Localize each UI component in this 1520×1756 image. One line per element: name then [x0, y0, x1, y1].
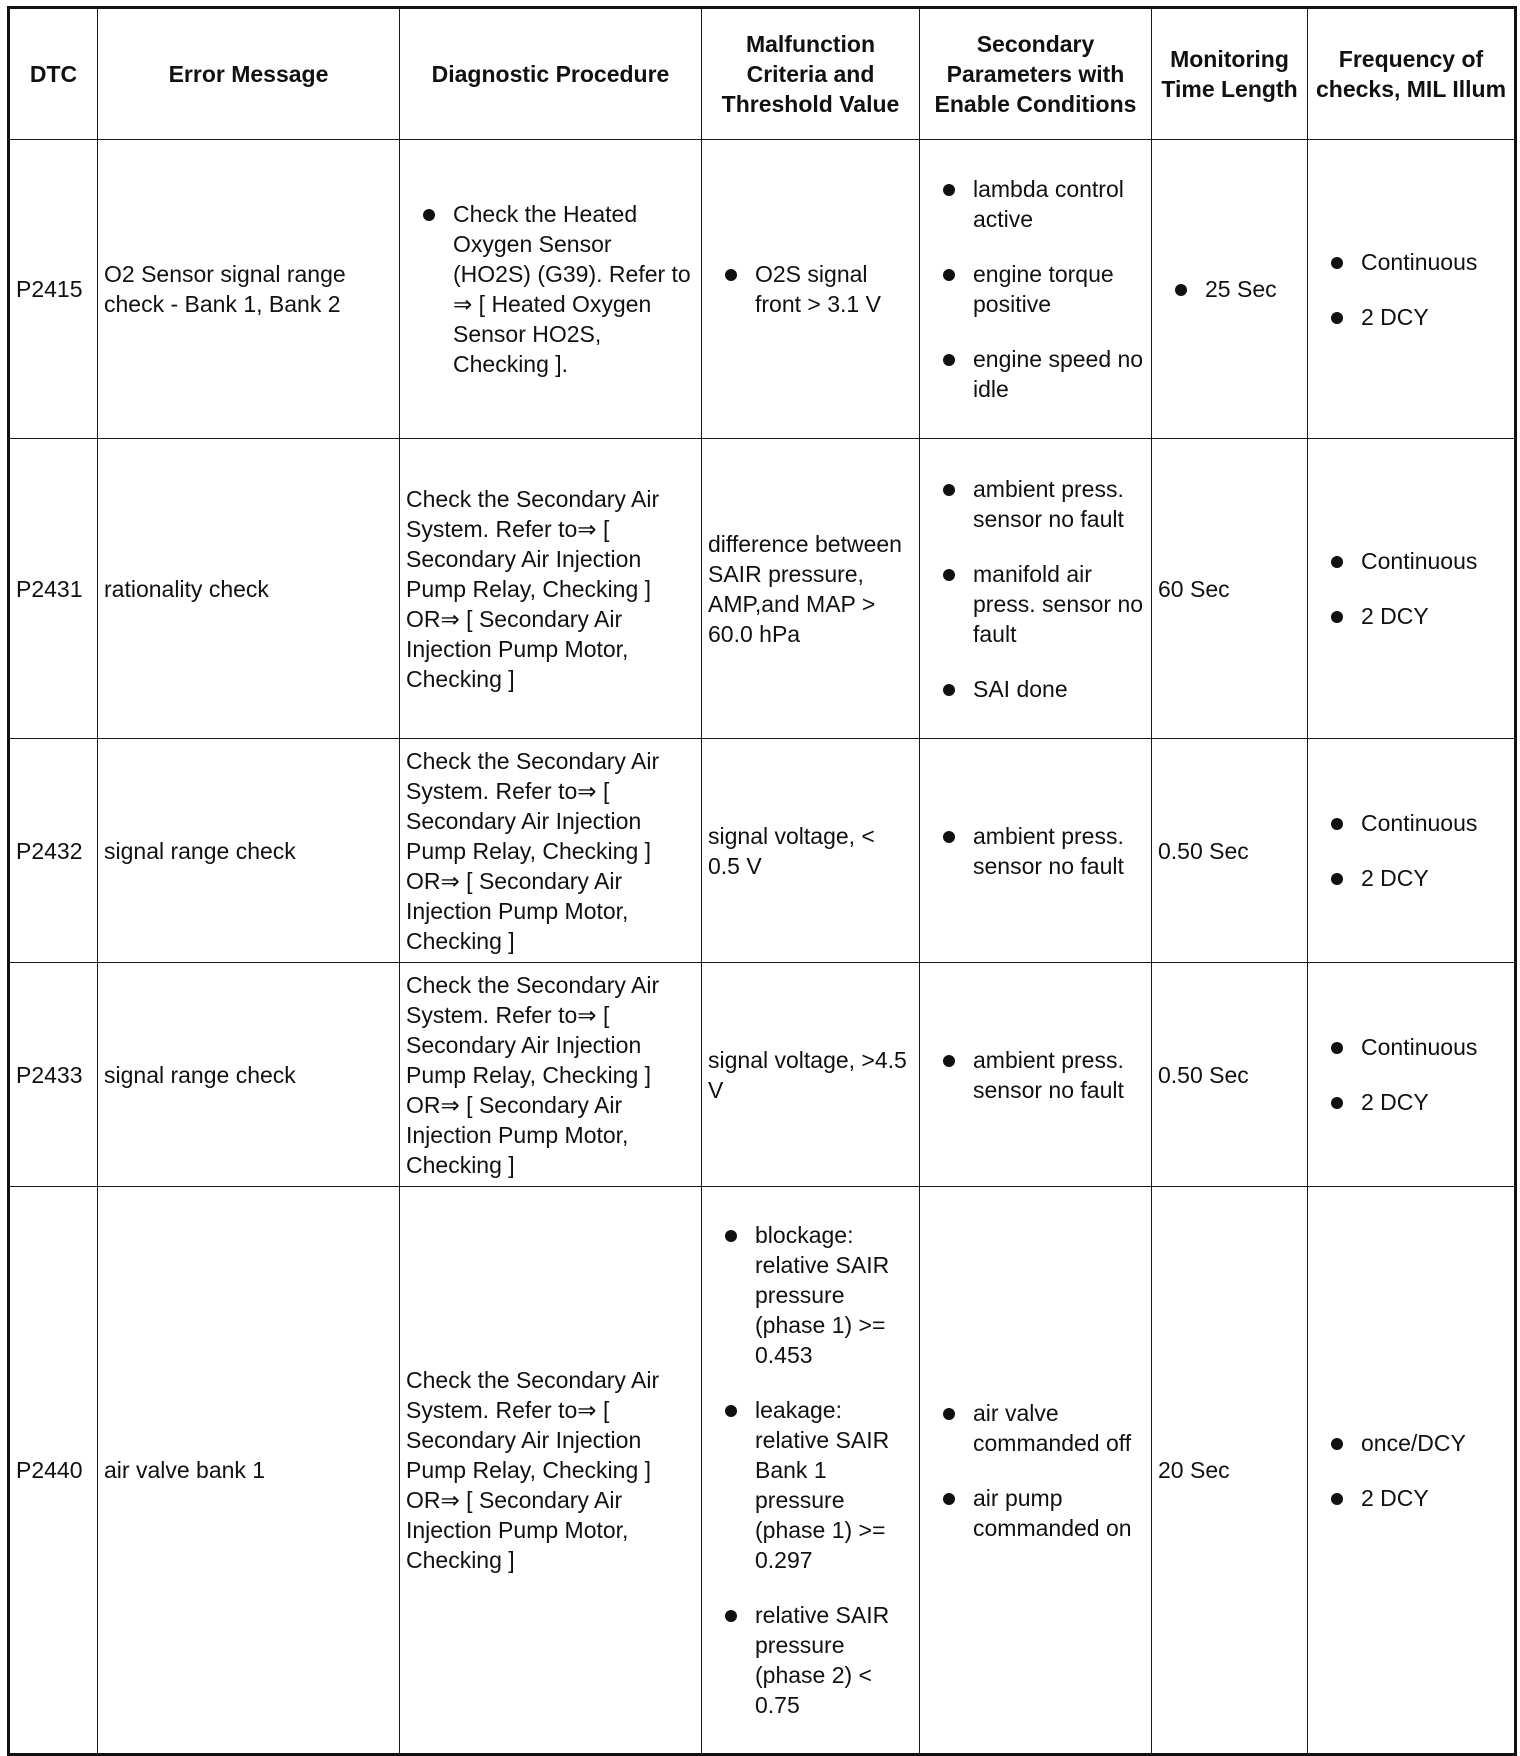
frequency-list — [1314, 1428, 1508, 1513]
header-error-message: Error Message — [98, 8, 400, 140]
error-message: air valve bank 1 — [98, 1187, 400, 1755]
secondary-item: manifold air press. sensor no fault — [926, 559, 1145, 649]
secondary-list — [926, 821, 1145, 881]
frequency — [1308, 439, 1516, 739]
criteria-item: blockage: relative SAIR pressure (phase 1) >= 0.453 — [708, 1220, 913, 1370]
diagnostic-procedure — [400, 140, 702, 439]
secondary-parameters — [920, 439, 1152, 739]
procedure-list — [406, 199, 695, 379]
diagnostic-procedure: Check the Secondary Air System. Refer to⇒ [ Secondary Air Injection Pump Relay, Checking ] OR⇒ [ Secondary Air Injection Pump Motor, Checking ] — [400, 1187, 702, 1755]
frequency-item: 2 DCY — [1314, 863, 1508, 893]
malfunction-criteria: difference between SAIR pressure, AMP,and MAP > 60.0 hPa — [702, 439, 920, 739]
monitoring-time — [1152, 140, 1308, 439]
frequency — [1308, 1187, 1516, 1755]
secondary-list — [926, 1045, 1145, 1105]
criteria-item: relative SAIR pressure (phase 2) < 0.75 — [708, 1600, 913, 1720]
monitoring-time: 0.50 Sec — [1152, 963, 1308, 1187]
table-row — [9, 439, 1516, 739]
secondary-item: SAI done — [926, 674, 1145, 704]
secondary-item: lambda control active — [926, 174, 1145, 234]
secondary-item: ambient press. sensor no fault — [926, 1045, 1145, 1105]
secondary-parameters — [920, 140, 1152, 439]
error-message: rationality check — [98, 439, 400, 739]
secondary-item: ambient press. sensor no fault — [926, 821, 1145, 881]
error-message: signal range check — [98, 963, 400, 1187]
procedure-item: Check the Heated Oxygen Sensor (HO2S) (G39). Refer to ⇒ [ Heated Oxygen Sensor HO2S, Checking ]. — [406, 199, 695, 379]
frequency-item: Continuous — [1314, 247, 1508, 277]
secondary-item: ambient press. sensor no fault — [926, 474, 1145, 534]
malfunction-criteria — [702, 1187, 920, 1755]
frequency-list — [1314, 808, 1508, 893]
dtc-table-wrapper — [7, 6, 1517, 1756]
malfunction-criteria — [702, 140, 920, 439]
header-dtc: DTC — [9, 8, 98, 140]
dtc-table — [7, 6, 1517, 1756]
criteria-list — [708, 1220, 913, 1720]
frequency — [1308, 739, 1516, 963]
monitoring-item: 25 Sec — [1158, 274, 1301, 304]
secondary-list — [926, 1398, 1145, 1543]
malfunction-criteria: signal voltage, < 0.5 V — [702, 739, 920, 963]
frequency-list — [1314, 247, 1508, 332]
table-row — [9, 1187, 1516, 1755]
frequency-item: once/DCY — [1314, 1428, 1508, 1458]
frequency-item: 2 DCY — [1314, 1483, 1508, 1513]
secondary-parameters — [920, 1187, 1152, 1755]
frequency-item: Continuous — [1314, 1032, 1508, 1062]
secondary-parameters — [920, 963, 1152, 1187]
error-message: signal range check — [98, 739, 400, 963]
secondary-item: engine torque positive — [926, 259, 1145, 319]
frequency-item: Continuous — [1314, 808, 1508, 838]
secondary-item: air valve commanded off — [926, 1398, 1145, 1458]
diagnostic-procedure: Check the Secondary Air System. Refer to⇒ [ Secondary Air Injection Pump Relay, Checking ] OR⇒ [ Secondary Air Injection Pump Motor, Checking ] — [400, 739, 702, 963]
table-row — [9, 963, 1516, 1187]
criteria-item: leakage: relative SAIR Bank 1 pressure (phase 1) >= 0.297 — [708, 1395, 913, 1575]
monitoring-time: 20 Sec — [1152, 1187, 1308, 1755]
criteria-list — [708, 259, 913, 319]
frequency-item: 2 DCY — [1314, 1087, 1508, 1117]
frequency-item: 2 DCY — [1314, 302, 1508, 332]
diagnostic-procedure: Check the Secondary Air System. Refer to⇒ [ Secondary Air Injection Pump Relay, Checking ] OR⇒ [ Secondary Air Injection Pump Motor, Checking ] — [400, 963, 702, 1187]
secondary-item: engine speed no idle — [926, 344, 1145, 404]
monitoring-time: 60 Sec — [1152, 439, 1308, 739]
header-monitoring-time: Monitoring Time Length — [1152, 8, 1308, 140]
frequency — [1308, 963, 1516, 1187]
header-diagnostic-procedure: Diagnostic Procedure — [400, 8, 702, 140]
dtc-code: P2440 — [9, 1187, 98, 1755]
criteria-item: O2S signal front > 3.1 V — [708, 259, 913, 319]
header-secondary-parameters: Secondary Parameters with Enable Conditions — [920, 8, 1152, 140]
monitoring-time: 0.50 Sec — [1152, 739, 1308, 963]
secondary-list — [926, 174, 1145, 404]
frequency-item: 2 DCY — [1314, 601, 1508, 631]
frequency-list — [1314, 1032, 1508, 1117]
table-row — [9, 140, 1516, 439]
frequency-item: Continuous — [1314, 546, 1508, 576]
table-row — [9, 739, 1516, 963]
dtc-code: P2431 — [9, 439, 98, 739]
frequency — [1308, 140, 1516, 439]
diagnostic-procedure: Check the Secondary Air System. Refer to⇒ [ Secondary Air Injection Pump Relay, Checking ] OR⇒ [ Secondary Air Injection Pump Motor, Checking ] — [400, 439, 702, 739]
monitoring-list — [1158, 274, 1301, 304]
header-row — [9, 8, 1516, 140]
frequency-list — [1314, 546, 1508, 631]
dtc-code: P2433 — [9, 963, 98, 1187]
secondary-list — [926, 474, 1145, 704]
header-frequency: Frequency of checks, MIL Illum — [1308, 8, 1516, 140]
error-message: O2 Sensor signal range check - Bank 1, Bank 2 — [98, 140, 400, 439]
header-malfunction-criteria: Malfunction Criteria and Threshold Value — [702, 8, 920, 140]
secondary-item: air pump commanded on — [926, 1483, 1145, 1543]
malfunction-criteria: signal voltage, >4.5 V — [702, 963, 920, 1187]
dtc-code: P2415 — [9, 140, 98, 439]
secondary-parameters — [920, 739, 1152, 963]
dtc-code: P2432 — [9, 739, 98, 963]
